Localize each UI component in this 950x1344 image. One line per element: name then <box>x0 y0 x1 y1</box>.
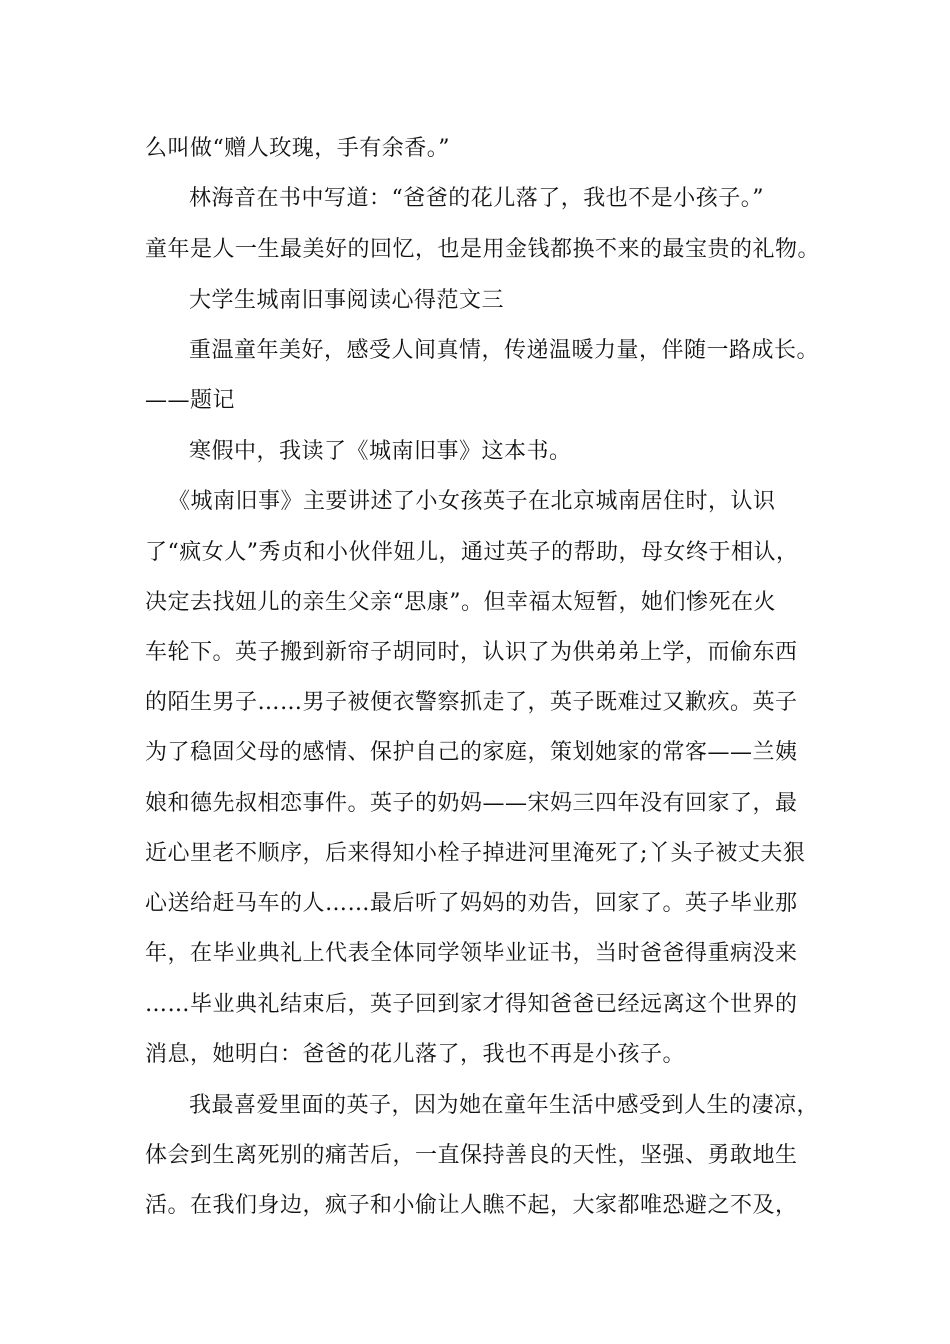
text-line: 活。在我们身边，疯子和小偷让人瞧不起，大家都唯恐避之不及， <box>145 1193 798 1218</box>
text-line: 了“疯女人”秀贞和小伙伴妞儿，通过英子的帮助，母女终于相认， <box>145 540 799 565</box>
text-line: 的陌生男子……男子被便衣警察抓走了，英子既难过又歉疚。英子 <box>145 690 798 715</box>
text-line: 重温童年美好，感受人间真情，传递温暖力量，伴随一路成长。 <box>189 338 820 363</box>
text-line: 娘和德先叔相恋事件。英子的奶妈——宋妈三四年没有回家了，最 <box>145 791 798 816</box>
text-line: 么叫做“赠人玫瑰，手有余香。” <box>145 136 450 161</box>
text-line: 《城南旧事》主要讲述了小女孩英子在北京城南居住时，认识 <box>168 489 776 514</box>
text-line: 童年是人一生最美好的回忆，也是用金钱都换不来的最宝贵的礼物。 <box>145 237 821 262</box>
text-line: 决定去找妞儿的亲生父亲“思康”。但幸福太短暂，她们惨死在火 <box>145 590 776 615</box>
text-line: 近心里老不顺序，后来得知小栓子掉进河里淹死了;丫头子被丈夫狠 <box>145 841 806 866</box>
text-line: 寒假中，我读了《城南旧事》这本书。 <box>189 439 572 464</box>
text-line: ……毕业典礼结束后，英子回到家才得知爸爸已经远离这个世界的 <box>145 992 798 1017</box>
text-line: 年，在毕业典礼上代表全体同学领毕业证书，当时爸爸得重病没来 <box>145 941 798 966</box>
text-line: ——题记 <box>145 388 236 413</box>
text-line: 林海音在书中写道：“爸爸的花儿落了，我也不是小孩子。” <box>189 186 764 211</box>
text-line: 车轮下。英子搬到新帘子胡同时，认识了为供弟弟上学，而偷东西 <box>145 640 798 665</box>
text-line: 我最喜爱里面的英子，因为她在童年生活中感受到人生的凄凉， <box>189 1093 820 1118</box>
text-line: 心送给赶马车的人……最后听了妈妈的劝告，回家了。英子毕业那 <box>145 891 798 916</box>
text-line: 消息，她明白：爸爸的花儿落了，我也不再是小孩子。 <box>145 1042 686 1067</box>
section-heading: 大学生城南旧事阅读心得范文三 <box>189 288 505 313</box>
text-line: 体会到生离死别的痛苦后，一直保持善良的天性，坚强、勇敢地生 <box>145 1143 798 1168</box>
text-line: 为了稳固父母的感情、保护自己的家庭，策划她家的常客——兰姨 <box>145 740 798 765</box>
